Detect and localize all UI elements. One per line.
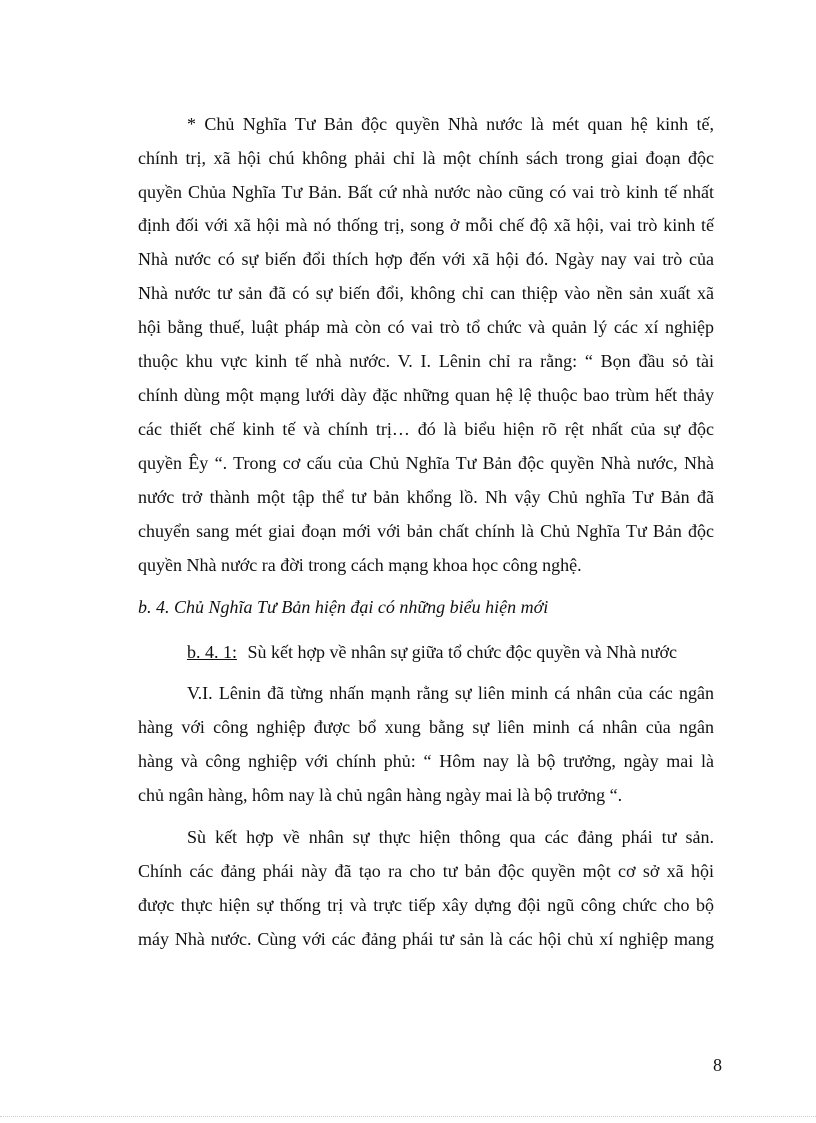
- text-line: Chính các đảng phái này đã tạo ra cho tư bản độc quyền một cơ sở xã hội: [138, 861, 714, 881]
- subheading: [187, 641, 677, 663]
- text-line: Nhà nước tư sản đã có sự biến đổi, không chỉ can thiệp vào nền sản xuất xã: [138, 283, 714, 303]
- text-line: các thiết chế kinh tế và chính trị… đó là biểu hiện rõ rệt nhất của sự độc: [138, 419, 714, 439]
- subheading-text: Sù kết hợp về nhân sự giữa tổ chức độc quyền và Nhà nước: [247, 642, 677, 662]
- text-line: quyền Nhà nước ra đời trong cách mạng khoa học công nghệ.: [138, 555, 582, 575]
- text-line: quyền Êy “. Trong cơ cấu của Chủ Nghĩa Tư Bản độc quyền Nhà nước, Nhà: [138, 453, 714, 473]
- page-bottom-divider: [0, 1116, 816, 1117]
- text-line: chủ ngân hàng, hôm nay là chủ ngân hàng ngày mai là bộ trưởng “.: [138, 785, 623, 805]
- text-line: Sù kết hợp về nhân sự thực hiện thông qua các đảng phái tư sản.: [187, 827, 714, 847]
- text-line: thuộc khu vực kinh tế nhà nước. V. I. Lênin chỉ ra rằng: “ Bọn đầu sỏ tài: [138, 351, 714, 371]
- subheading-number: b. 4. 1:: [187, 642, 238, 662]
- text-line: được thực hiện sự thống trị và trực tiếp xây dựng đội ngũ công chức cho bộ: [138, 895, 714, 915]
- text-line: quyền Chủa Nghĩa Tư Bản. Bất cứ nhà nước nào cũng có vai trò kinh tế nhất: [138, 182, 714, 202]
- text-line: chính trị, xã hội chú không phải chỉ là một chính sách trong giai đoạn độc: [138, 148, 714, 168]
- text-line: chính dùng một mạng lưới dày đặc những quan hệ lệ thuộc bao trùm hết thảy: [138, 385, 714, 405]
- text-line: * Chủ Nghĩa Tư Bản độc quyền Nhà nước là mét quan hệ kinh tế,: [187, 114, 714, 134]
- text-line: hội bằng thuế, luật pháp mà còn có vai trò tổ chức và quản lý các xí nghiệp: [138, 317, 714, 337]
- text-line: hàng với công nghiệp được bổ xung bằng sự liên minh cá nhân của ngân: [138, 717, 714, 737]
- text-line: nước trở thành một tập thể tư bản khổng lồ. Nh vậy Chủ nghĩa Tư Bản đã: [138, 487, 714, 507]
- text-line: Nhà nước có sự biến đổi thích hợp đến với xã hội đó. Ngày nay vai trò của: [138, 249, 714, 269]
- text-line: định đối với xã hội mà nó thống trị, song ở mỗi chế độ xã hội, vai trò kinh tế: [138, 215, 714, 235]
- section-heading: b. 4. Chủ Nghĩa Tư Bản hiện đại có những biểu hiện mới: [138, 597, 549, 617]
- text-line: V.I. Lênin đã từng nhấn mạnh rằng sự liên minh cá nhân của các ngân: [187, 683, 714, 703]
- text-line: hàng và công nghiệp với chính phủ: “ Hôm nay là bộ trưởng, ngày mai là: [138, 751, 714, 771]
- text-line: máy Nhà nước. Cùng với các đảng phái tư sản là các hội chủ xí nghiệp mang: [138, 929, 714, 949]
- page-number: 8: [713, 1055, 722, 1075]
- text-line: chuyển sang mét giai đoạn mới với bản chất chính là Chủ Nghĩa Tư Bản độc: [138, 521, 714, 541]
